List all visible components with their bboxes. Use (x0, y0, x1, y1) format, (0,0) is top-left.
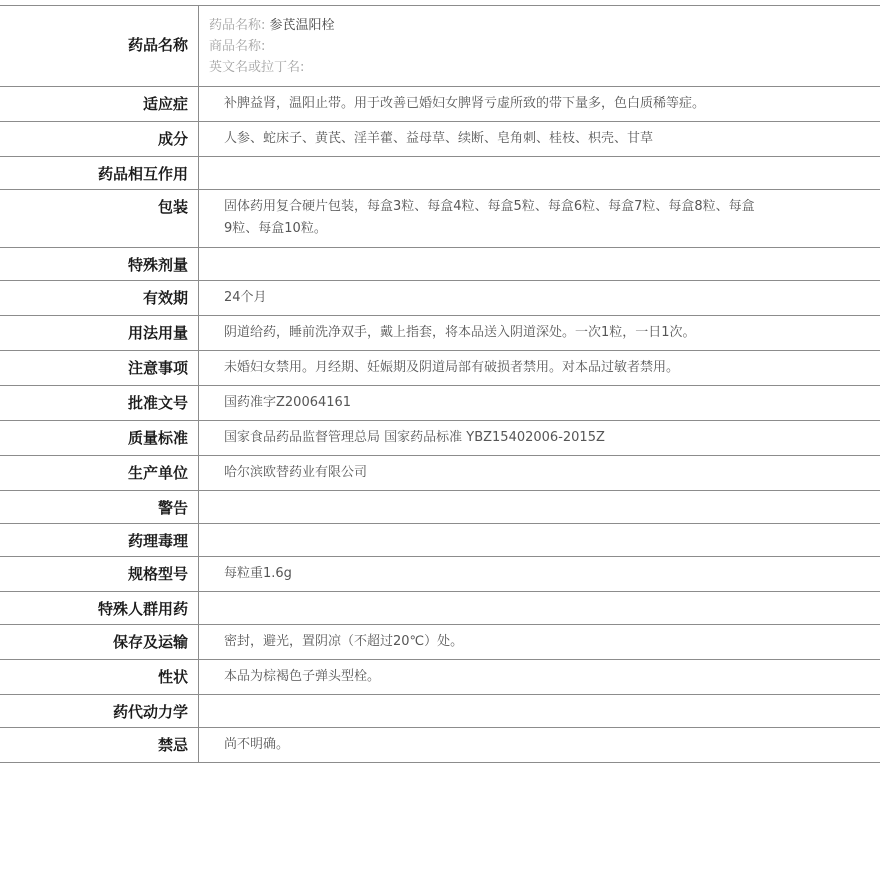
drug-name-values (199, 6, 880, 86)
row-value: 尚不明确。 (224, 737, 290, 752)
row-manufacturer (0, 456, 880, 491)
trade-name-line (209, 36, 870, 57)
row-shelf-life (0, 281, 880, 316)
row-value (199, 524, 880, 556)
row-label: 注意事项 (0, 351, 199, 385)
row-value: 24个月 (224, 290, 267, 305)
row-label: 性状 (0, 660, 199, 694)
row-value: 密封，避光，置阴凉（不超过20℃）处。 (224, 634, 464, 649)
row-ingredients (0, 122, 880, 157)
row-value: 补脾益肾，温阳止带。用于改善已婚妇女脾肾亏虚所致的带下量多，色白质稀等症。 (224, 96, 706, 111)
row-label: 用法用量 (0, 316, 199, 350)
row-value (199, 491, 880, 523)
row-label: 质量标准 (0, 421, 199, 455)
row-label: 成分 (0, 122, 199, 156)
latin-name-key: 英文名或拉丁名: (209, 60, 305, 75)
row-value: 国药准字Z20064161 (224, 395, 352, 410)
row-label: 包装 (0, 190, 199, 247)
row-drug-name (0, 6, 880, 87)
row-warning (0, 491, 880, 524)
drug-info-table (0, 5, 880, 763)
trade-name-key: 商品名称: (209, 39, 266, 54)
row-value (199, 592, 880, 624)
row-value: 国家食品药品监督管理总局 国家药品标准 YBZ15402006-2015Z (224, 430, 605, 445)
row-label: 药理毒理 (0, 524, 199, 556)
row-storage (0, 625, 880, 660)
row-quality-standard (0, 421, 880, 456)
row-value: 本品为棕褐色子弹头型栓。 (224, 669, 381, 684)
row-label: 警告 (0, 491, 199, 523)
row-label: 批准文号 (0, 386, 199, 420)
generic-name-key: 药品名称: (209, 18, 266, 33)
row-contraindications (0, 728, 880, 763)
row-special-populations (0, 592, 880, 625)
row-value: 未婚妇女禁用。月经期、妊娠期及阴道局部有破损者禁用。对本品过敏者禁用。 (224, 360, 680, 375)
row-value (199, 248, 880, 280)
row-value (199, 695, 880, 727)
row-specification (0, 557, 880, 592)
row-pharmacokinetics (0, 695, 880, 728)
row-indications (0, 87, 880, 122)
row-usage (0, 316, 880, 351)
row-label: 特殊剂量 (0, 248, 199, 280)
row-label: 生产单位 (0, 456, 199, 490)
row-approval-number (0, 386, 880, 421)
row-value: 每粒重1.6g (224, 566, 292, 581)
latin-name-line (209, 57, 870, 78)
row-label: 规格型号 (0, 557, 199, 591)
row-value (199, 157, 880, 189)
row-value: 阴道给药，睡前洗净双手，戴上指套，将本品送入阴道深处。一次1粒，一日1次。 (224, 325, 696, 340)
row-precautions (0, 351, 880, 386)
row-value: 人参、蛇床子、黄芪、淫羊藿、益母草、续断、皂角刺、桂枝、枳壳、甘草 (224, 131, 654, 146)
row-label: 药代动力学 (0, 695, 199, 727)
row-special-dosage (0, 248, 880, 281)
row-interactions (0, 157, 880, 190)
row-pharmacology (0, 524, 880, 557)
row-description (0, 660, 880, 695)
generic-name-value: 参芪温阳栓 (269, 18, 335, 33)
row-value: 固体药用复合硬片包装，每盒3粒、每盒4粒、每盒5粒、每盒6粒、每盒7粒、每盒8粒、每盒9粒、每盒10粒。 (224, 199, 755, 236)
row-label: 特殊人群用药 (0, 592, 199, 624)
row-label: 禁忌 (0, 728, 199, 762)
row-label: 药品相互作用 (0, 157, 199, 189)
row-label: 保存及运输 (0, 625, 199, 659)
row-label: 药品名称 (0, 6, 199, 86)
row-label: 适应症 (0, 87, 199, 121)
row-value: 哈尔滨欧替药业有限公司 (224, 465, 368, 480)
row-label: 有效期 (0, 281, 199, 315)
generic-name-line (209, 15, 870, 36)
row-packaging (0, 190, 880, 248)
